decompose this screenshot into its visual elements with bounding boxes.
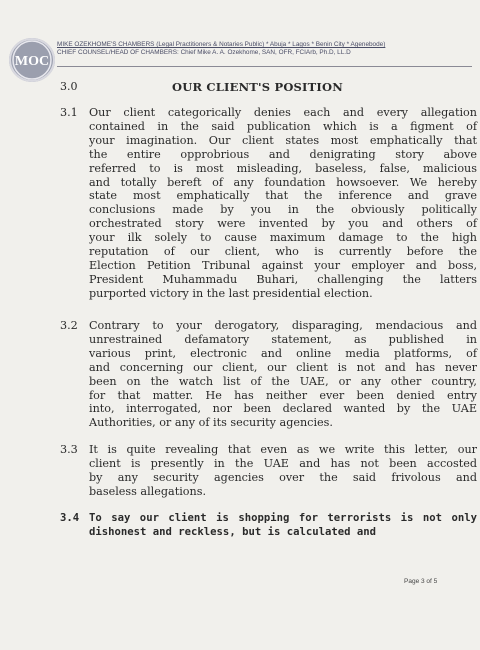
text-line: Our client categorically denies each and every allegation [89,106,477,119]
letterhead-firm-line: MIKE OZEKHOME'S CHAMBERS (Legal Practitioners & Notaries Public) * Abuja * Lagos * Benin City * Agenebode) [57,41,386,48]
svg-text:MOC: MOC [14,54,50,69]
text-line: baseless allegations. [89,484,207,498]
text-line: into, interrogated, nor been declared wanted by the UAE [89,402,477,416]
text-line: Authorities, or any of its security agencies. [89,416,333,430]
text-line: been on the watch list of the UAE, or any other country, [89,374,477,388]
text-line: and concerning our client, our client is not and has never [89,360,477,374]
paragraph-text [89,319,477,430]
text-line: client is presently in the UAE and has not been accosted [89,456,477,470]
letterhead-counsel-line: CHIEF COUNSEL/HEAD OF CHAMBERS: Chief Mike A. A. Ozekhome, SAN, OFR, FCIArb, Ph.D, LL.D [57,49,351,56]
letterhead [57,41,472,57]
page-number: Page 3 of 5 [404,578,438,585]
text-line: and totally bereft of any foundation howsoever. We hereby [89,175,477,189]
text-line: state most emphatically that the inference and grave [89,189,477,203]
letterhead-divider [57,66,472,67]
paragraph-number: 3.4 [60,512,80,524]
text-line: reputation of our client, who is currently before the [89,245,477,259]
text-line: purported victory in the last presidential election. [89,286,373,300]
text-line: President Muhammadu Buhari, challenging the latters [89,272,477,286]
text-line: your ilk solely to cause maximum damage to the high [89,231,477,245]
chambers-logo [9,38,55,82]
text-line: Election Petition Tribunal against your employer and boss, [89,258,477,272]
text-line: your imagination. Our client states most emphatically that [89,133,477,147]
text-line: It is quite revealing that even as we write this letter, our [89,443,477,456]
text-line: dishonest and reckless, but is calculated and [89,525,377,538]
paragraph-text [89,512,477,540]
paragraph-number: 3.2 [60,319,78,332]
section-number: 3.0 [60,80,78,93]
text-line: unrestrained defamatory statement, as published in [89,332,477,346]
text-line: the entire opprobrious and denigrating story above [89,147,477,161]
text-line: by any security agencies over the said frivolous and [89,470,477,484]
paragraph-number: 3.3 [60,443,78,456]
text-line: To say our client is shopping for terrorists is not only [89,512,477,524]
text-line: Contrary to your derogatory, disparaging, mendacious and [89,319,477,332]
paragraph-number: 3.1 [60,106,78,119]
text-line: various print, electronic and online media platforms, of [89,346,477,360]
paragraph-text [89,106,477,301]
text-line: contained in the said publication which is a figment of [89,119,477,133]
text-line: referred to is most misleading, baseless, false, malicious [89,161,477,175]
text-line: conclusions made by you in the obviously politically [89,203,477,217]
text-line: for that matter. He has neither ever been denied entry [89,388,477,402]
paragraph-text [89,443,477,499]
text-line: orchestrated story were invented by you and others of [89,217,477,231]
section-title: OUR CLIENT'S POSITION [172,80,343,94]
moc-logo-icon [11,39,53,81]
